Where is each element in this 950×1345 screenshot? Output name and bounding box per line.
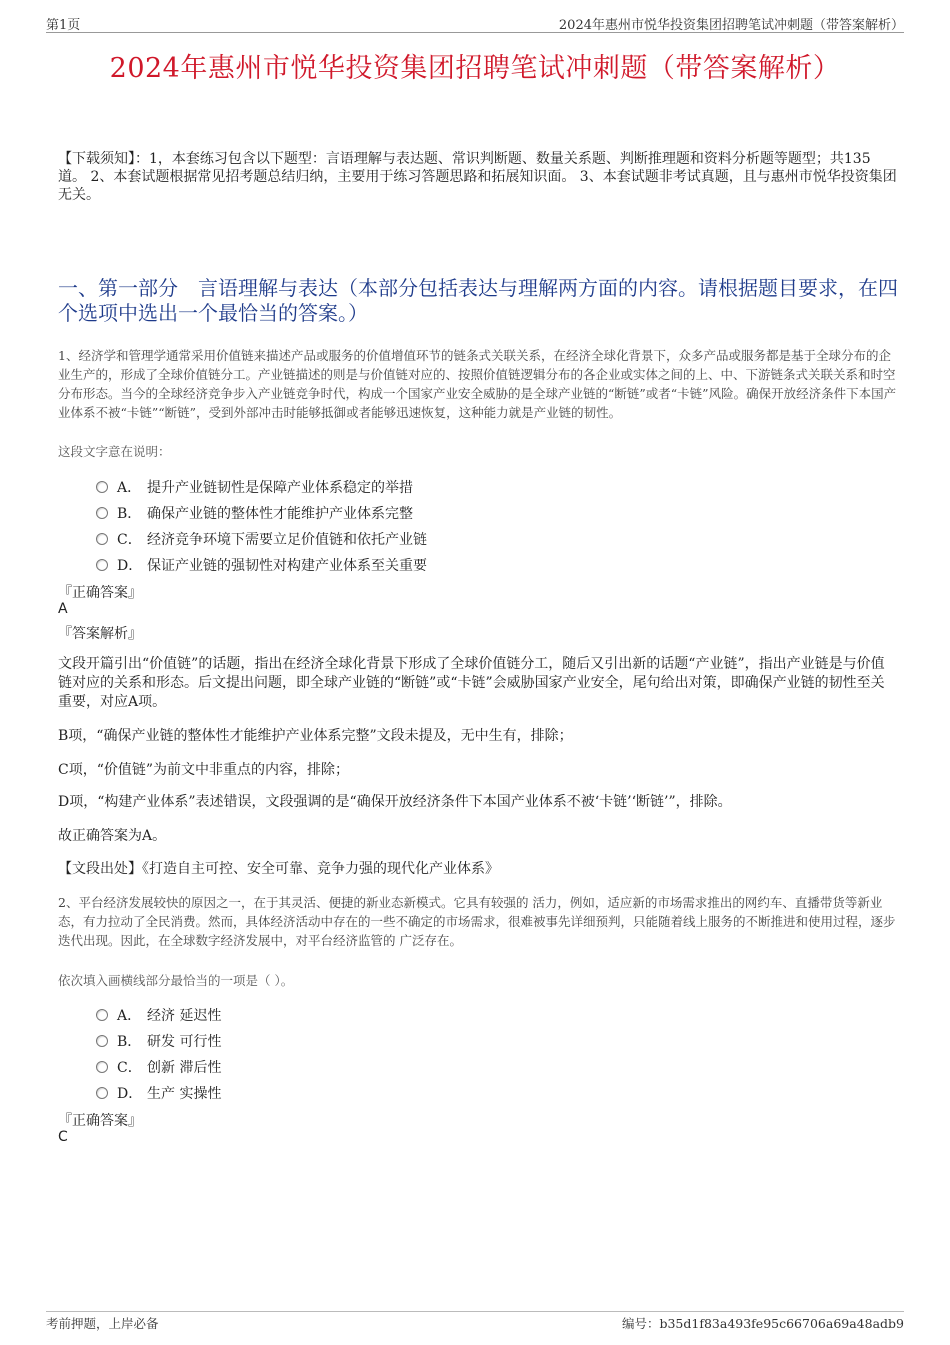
question-2-answer: C xyxy=(58,1129,68,1145)
radio-icon[interactable] xyxy=(96,507,108,519)
footer-slogan: 考前押题，上岸必备 xyxy=(46,1316,159,1331)
question-1-option-b[interactable]: B． 确保产业链的整体性才能维护产业体系完整 xyxy=(96,503,413,523)
question-1-analysis-b: B项，“确保产业链的整体性才能维护产业体系完整”文段未提及，无中生有，排除； xyxy=(58,728,573,744)
section-heading: 一、第一部分 言语理解与表达（本部分包括表达与理解两方面的内容。请根据题目要求，在四个选项中选出一个最恰当的答案。） xyxy=(58,276,898,325)
radio-icon[interactable] xyxy=(96,1035,108,1047)
footer-divider xyxy=(46,1311,904,1312)
question-1-stem: 1、经济学和管理学通常采用价值链来描述产品或服务的价值增值环节的链条式关联关系，在经济全球化背景下，众多产品或服务都是基于全球分布的企业生产的，形成了全球价值链分工。产业链描述的则是与价值链对应的、按照价值链逻辑分布的各企业或实体之间的上、中、下游链条式关联关系和时空分布形态。当今的全球经济竞争步入产业链竞争时代，构成一个国家产业安全威胁的是全球产业链的“断链”或者“卡链”风险。确保开放经济条件下本国产业体系不被“卡链”“断链”，受到外部冲击时能够抵御或者能够迅速恢复，这种能力就是产业链的韧性。 xyxy=(58,348,897,420)
question-2-prompt: 依次填入画横线部分最恰当的一项是（ ）。 xyxy=(58,973,294,988)
radio-icon[interactable] xyxy=(96,481,108,493)
question-2-option-d[interactable]: D． 生产 实操性 xyxy=(96,1083,221,1103)
page-number: 第1页 xyxy=(46,18,81,33)
question-1-analysis-d: D项，“构建产业体系”表述错误，文段强调的是“确保开放经济条件下本国产业体系不被‘卡链’‘断链’”，排除。 xyxy=(58,794,732,810)
question-2-answer-label: 『正确答案』 xyxy=(58,1113,142,1129)
question-1-answer-label: 『正确答案』 xyxy=(58,585,142,601)
question-1-option-a[interactable]: A． 提升产业链韧性是保障产业体系稳定的举措 xyxy=(96,477,413,497)
question-1-conclusion: 故正确答案为A。 xyxy=(58,828,167,844)
document-title: 2024年惠州市悦华投资集团招聘笔试冲刺题（带答案解析） xyxy=(109,53,841,84)
footer-serial: 编号：b35d1f83a493fe95c66706a69a48adb9 xyxy=(621,1316,904,1331)
radio-icon[interactable] xyxy=(96,1009,108,1021)
radio-icon[interactable] xyxy=(96,559,108,571)
question-2-option-c[interactable]: C． 创新 滞后性 xyxy=(96,1057,221,1077)
question-1-option-c[interactable]: C． 经济竞争环境下需要立足价值链和依托产业链 xyxy=(96,529,427,549)
question-1-analysis-paragraph: 文段开篇引出“价值链”的话题，指出在经济全球化背景下形成了全球价值链分工，随后又引出新的话题“产业链”，指出产业链是与价值链对应的关系和形态。后文提出问题，即全球产业链的“断链”或“卡链”会威胁国家产业安全，尾句给出对策，即确保产业链的韧性至关重要，对应A项。 xyxy=(58,656,885,710)
question-1-source: 【文段出处】《打造自主可控、安全可靠、竞争力强的现代化产业体系》 xyxy=(58,861,499,877)
question-2-option-b[interactable]: B． 研发 可行性 xyxy=(96,1031,221,1051)
question-1-option-d[interactable]: D． 保证产业链的强韧性对构建产业体系至关重要 xyxy=(96,555,427,575)
download-notice: 【下载须知】：1，本套练习包含以下题型：言语理解与表达题、常识判断题、数量关系题、判断推理题和资料分析题等题型；共135道。 2、本套试题根据常见招考题总结归纳，主要用于练习答题思路和拓展知识面。 3、本套试题非考试真题，且与惠州市悦华投资集团无关。 xyxy=(58,151,897,203)
header-doc-title: 2024年惠州市悦华投资集团招聘笔试冲刺题（带答案解析） xyxy=(558,18,904,33)
header-divider xyxy=(46,32,904,33)
question-1-prompt: 这段文字意在说明： xyxy=(58,444,171,459)
question-1-analysis-c: C项，“价值链”为前文中非重点的内容，排除； xyxy=(58,762,350,778)
radio-icon[interactable] xyxy=(96,1087,108,1099)
question-1-answer: A xyxy=(58,601,68,617)
question-2-option-a[interactable]: A． 经济 延迟性 xyxy=(96,1005,221,1025)
question-2-stem: 2、平台经济发展较快的原因之一，在于其灵活、便捷的新业态新模式。它具有较强的 活力，例如，适应新的市场需求推出的网约车、直播带货等新业态，有力拉动了全民消费。然而，具体经济活动中存在的一些不确定的市场需求，很难被事先详细预判，只能随着线上服务的不断推进和使用过程，逐步迭代出现。因此，在全球数字经济发展中，对平台经济监管的 广泛存在。 xyxy=(58,895,896,948)
question-1-analysis-label: 『答案解析』 xyxy=(58,626,142,642)
radio-icon[interactable] xyxy=(96,533,108,545)
radio-icon[interactable] xyxy=(96,1061,108,1073)
